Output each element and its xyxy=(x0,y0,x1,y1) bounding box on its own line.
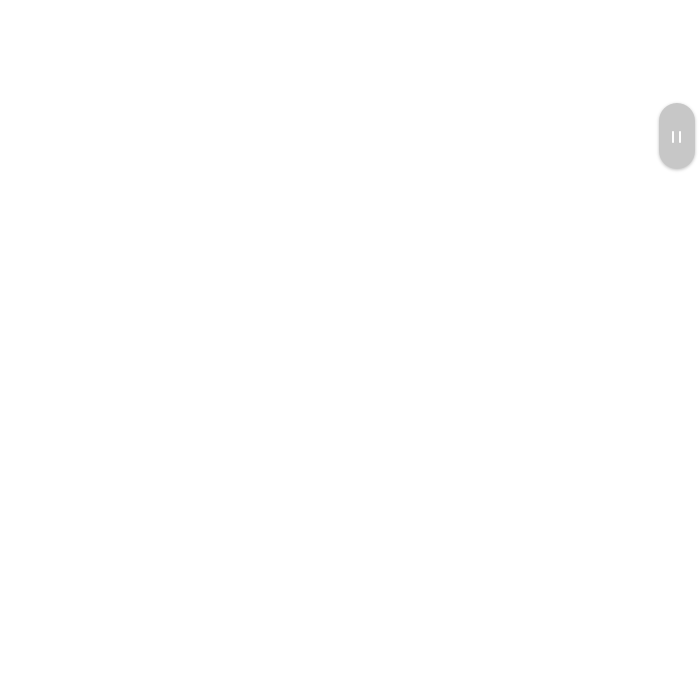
drag-handle-icon[interactable] xyxy=(659,103,695,169)
handle-bar xyxy=(679,131,681,143)
handle-bar xyxy=(672,131,674,143)
